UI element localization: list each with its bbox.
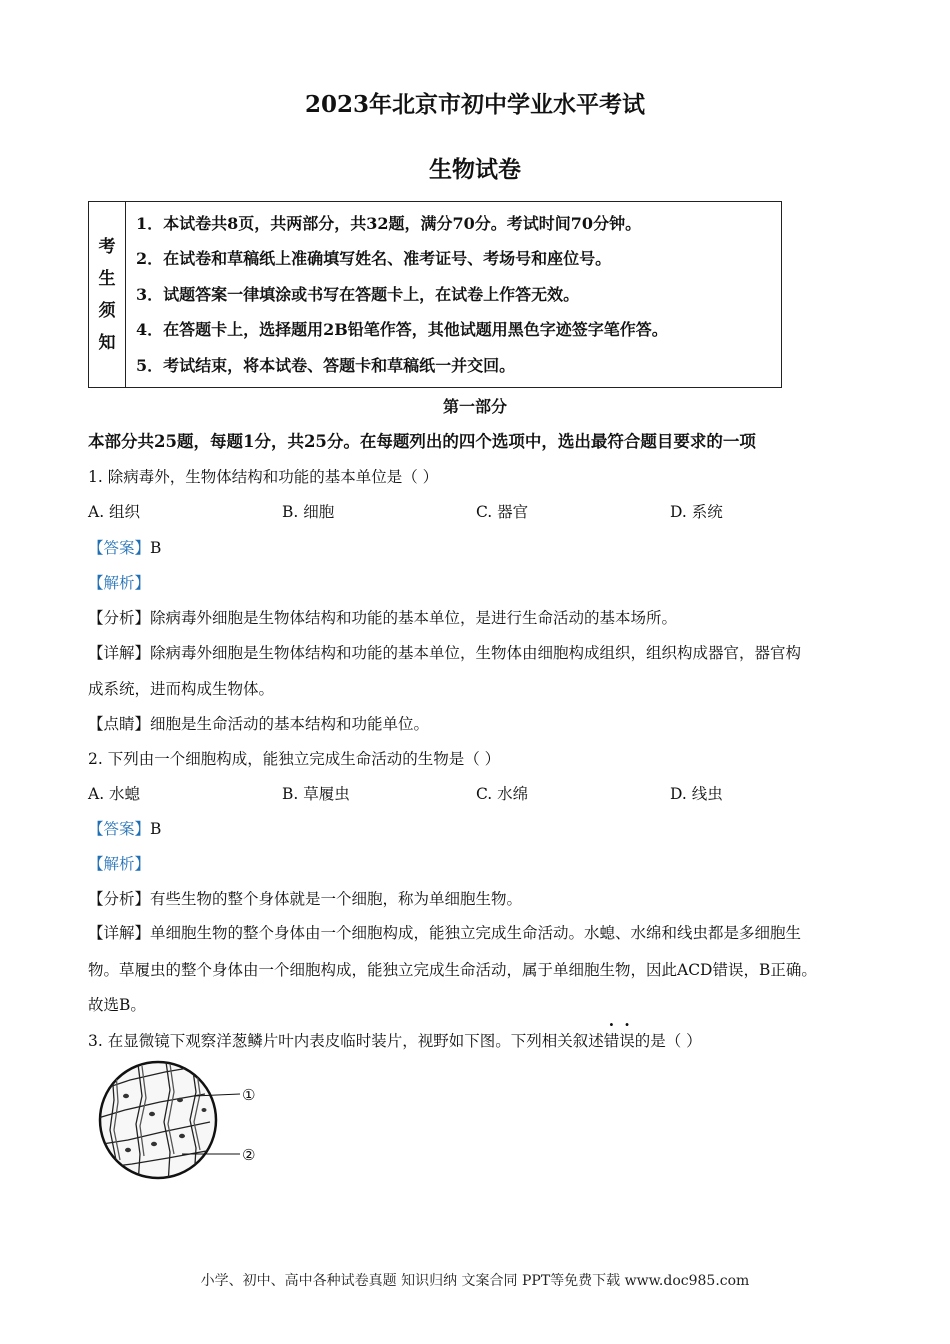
xiangjie-tag: 【详解】: [88, 924, 151, 942]
q1-option-a: A. 组织: [88, 503, 141, 521]
q2-fenxi: [88, 887, 522, 909]
q1-xiangjie: [88, 641, 801, 663]
q2-xiangjie-end: 故选B。: [88, 996, 146, 1014]
q3-stem-emphasis: 误: [619, 1032, 635, 1050]
q1-stem: 1. 除病毒外，生物体结构和功能的基本单位是（ ）: [88, 468, 439, 486]
notice-item: 1．本试卷共8页，共两部分，共32题，满分70分。考试时间70分钟。: [136, 213, 642, 233]
figure-label-2: ②: [242, 1146, 256, 1164]
answer-tag: 【答案】: [88, 539, 151, 557]
part-heading: 第一部分: [442, 397, 507, 416]
q3-stem-text: 3. 在显微镜下观察洋葱鳞片叶内表皮临时装片，视野如下图。下列相关叙述: [88, 1032, 604, 1050]
q2-analysis-tag: 【解析】: [88, 855, 151, 873]
q3-stem: [88, 1029, 702, 1051]
xiangjie-text: 除病毒外细胞是生物体结构和功能的基本单位，生物体由细胞构成组织，组织构成器官，器官构: [150, 644, 802, 662]
part-instruction: 本部分共25题，每题1分，共25分。在每题列出的四个选项中，选出最符合题目要求的一项: [88, 432, 756, 451]
answer-value: B: [150, 820, 162, 838]
q1-option-b: B. 细胞: [282, 503, 335, 521]
q2-xiangjie-cont: 物。草履虫的整个身体由一个细胞构成，能独立完成生命活动，属于单细胞生物，因此ACD错误，B正确。: [88, 961, 817, 979]
notice-box: [88, 201, 782, 388]
fenxi-text: 有些生物的整个身体就是一个细胞，称为单细胞生物。: [150, 890, 523, 908]
notice-heading: [89, 202, 126, 388]
q3-stem-text: 的是（ ）: [634, 1032, 702, 1050]
notice-heading-char: 生: [98, 268, 116, 289]
q2-option-d: D. 线虫: [670, 785, 723, 803]
q2-option-b: B. 草履虫: [282, 785, 350, 803]
q2-option-c: C. 水绵: [476, 785, 529, 803]
notice-item: 3．试题答案一律填涂或书写在答题卡上，在试卷上作答无效。: [136, 284, 580, 304]
q2-answer: [88, 817, 161, 839]
page-footer: 小学、初中、高中各种试卷真题 知识归纳 文案合同 PPT等免费下载 www.doc985.com: [200, 1273, 750, 1289]
q1-xiangjie-cont: 成系统，进而构成生物体。: [88, 680, 275, 698]
exam-title: 2023年北京市初中学业水平考试: [304, 91, 645, 118]
q2-option-a: A. 水螅: [88, 785, 141, 803]
dianjing-text: 细胞是生命活动的基本结构和功能单位。: [150, 715, 430, 733]
notice-item: 2．在试卷和草稿纸上准确填写姓名、准考证号、考场号和座位号。: [136, 249, 612, 269]
fenxi-tag: 【分析】: [88, 890, 151, 908]
notice-heading-char: 考: [98, 236, 116, 257]
notice-heading-char: 知: [98, 332, 116, 353]
answer-value: B: [150, 539, 162, 557]
q2-xiangjie: [88, 921, 801, 943]
q1-fenxi: [88, 606, 677, 628]
q2-stem: 2. 下列由一个细胞构成，能独立完成生命活动的生物是（ ）: [88, 750, 501, 768]
xiangjie-tag: 【详解】: [88, 644, 151, 662]
onion-epidermis-micrograph: [90, 1060, 280, 1190]
exam-subtitle: 生物试卷: [429, 156, 521, 183]
notice-heading-char: 须: [98, 300, 116, 321]
notice-list: [126, 202, 782, 388]
answer-tag: 【答案】: [88, 820, 151, 838]
q1-option-d: D. 系统: [670, 503, 723, 521]
dianjing-tag: 【点睛】: [88, 715, 151, 733]
q1-answer: [88, 536, 161, 558]
q3-stem-emphasis: 错: [603, 1032, 620, 1050]
xiangjie-text: 单细胞生物的整个身体由一个细胞构成，能独立完成生命活动。水螅、水绵和线虫都是多细胞生: [150, 924, 802, 942]
fenxi-tag: 【分析】: [88, 609, 151, 627]
notice-item: 4．在答题卡上，选择题用2B铅笔作答，其他试题用黑色字迹签字笔作答。: [136, 320, 668, 340]
q1-analysis-tag: 【解析】: [88, 574, 151, 592]
q1-dianjing: [88, 712, 429, 734]
figure-label-1: ①: [242, 1086, 256, 1104]
notice-item: 5．考试结束，将本试卷、答题卡和草稿纸一并交回。: [136, 355, 516, 375]
fenxi-text: 除病毒外细胞是生物体结构和功能的基本单位，是进行生命活动的基本场所。: [150, 609, 678, 627]
q1-option-c: C. 器官: [476, 503, 529, 521]
field-of-view: [100, 1062, 216, 1178]
